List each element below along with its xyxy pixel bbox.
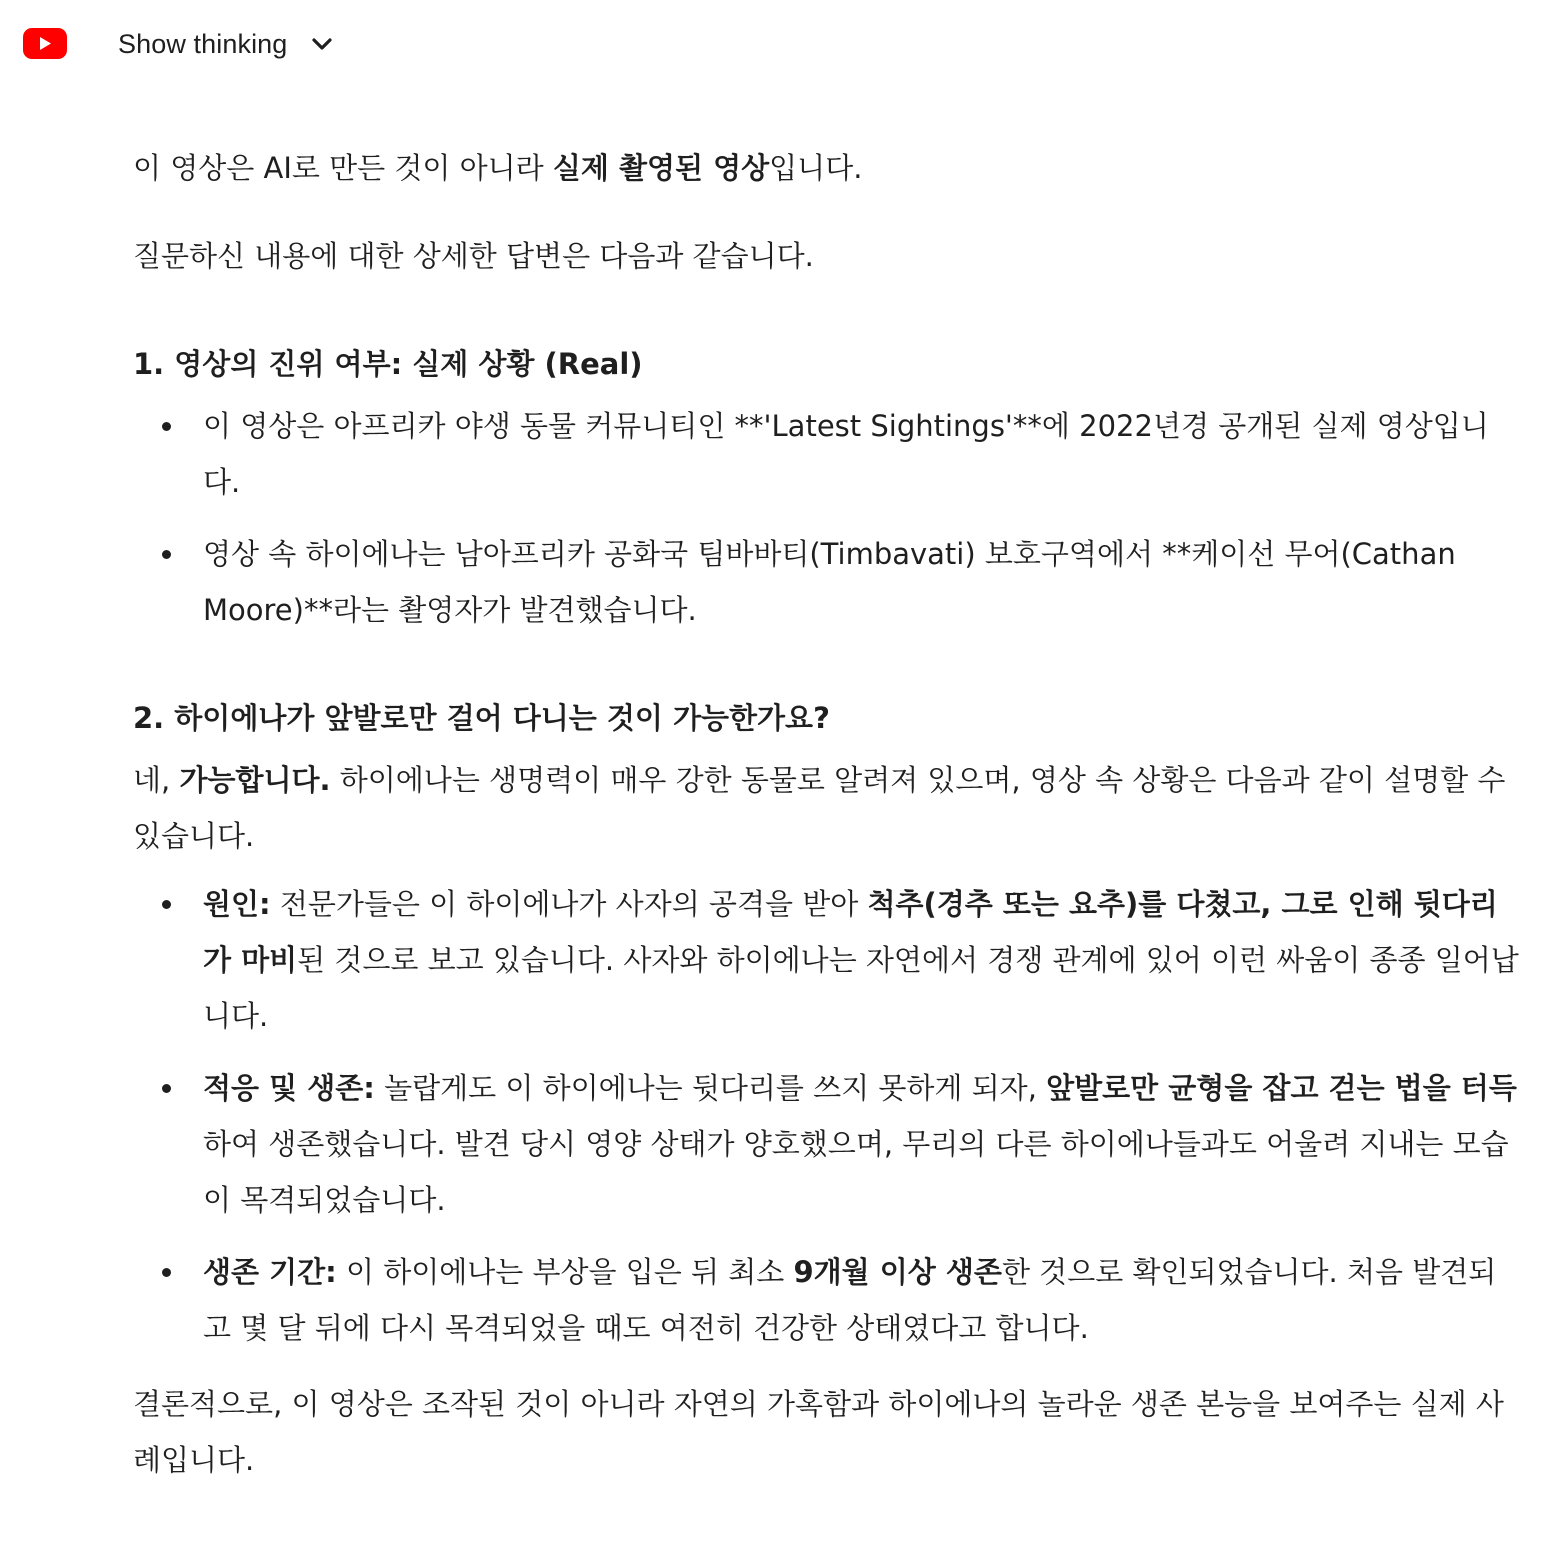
bullet-label: 원인: bbox=[203, 887, 271, 921]
list-item: 이 영상은 아프리카 야생 동물 커뮤니티인 **'Latest Sightings'**에 2022년경 공개된 실제 영상입니다. bbox=[133, 398, 1523, 510]
bullet-text: 전문가들은 이 하이에나가 사자의 공격을 받아 bbox=[270, 887, 868, 921]
list-item bbox=[133, 1244, 1523, 1356]
show-thinking-label: Show thinking bbox=[118, 28, 288, 59]
bullet-label: 적응 및 생존: bbox=[203, 1071, 375, 1105]
list-item bbox=[133, 876, 1523, 1044]
show-thinking-button[interactable] bbox=[104, 18, 349, 70]
bullet-text-end: 하여 생존했습니다. 발견 당시 영양 상태가 양호했으며, 무리의 다른 하이에나들과도 어울려 지내는 모습이 목격되었습니다. bbox=[203, 1127, 1509, 1217]
bullet-emphasis: 9개월 이상 생존 bbox=[793, 1255, 1002, 1289]
section1-list bbox=[133, 398, 1523, 638]
chevron-down-icon bbox=[309, 31, 335, 57]
conclusion-paragraph: 결론적으로, 이 영상은 조작된 것이 아니라 자연의 가혹함과 하이에나의 놀라운 생존 본능을 보여주는 실제 사례입니다. bbox=[133, 1387, 1504, 1477]
bullet-emphasis: 앞발로만 균형을 잡고 걷는 법을 터득 bbox=[1046, 1071, 1517, 1105]
section2-intro-emphasis: 가능합니다. bbox=[179, 763, 331, 797]
section2-intro bbox=[133, 752, 1523, 864]
response-body bbox=[133, 140, 1523, 1488]
bullet-text: 이 하이에나는 부상을 입은 뒤 최소 bbox=[336, 1255, 794, 1289]
list-item: 영상 속 하이에나는 남아프리카 공화국 팀바바티(Timbavati) 보호구역에서 **케이선 무어(Cathan Moore)**라는 촬영자가 발견했습니다. bbox=[133, 526, 1523, 638]
section1-heading: 1. 영상의 진위 여부: 실제 상황 (Real) bbox=[133, 347, 643, 381]
bullet-text-end: 된 것으로 보고 있습니다. 사자와 하이에나는 자연에서 경쟁 관계에 있어 이런 싸움이 종종 일어납니다. bbox=[203, 943, 1519, 1033]
response-header bbox=[0, 0, 1552, 90]
intro-text-end: 입니다. bbox=[769, 151, 863, 185]
bullet-text: 놀랍게도 이 하이에나는 뒷다리를 쓰지 못하게 되자, bbox=[374, 1071, 1047, 1105]
bullet-emphasis: 척추(경추 또는 요추)를 다쳤고, 그로 인해 뒷다리가 마비 bbox=[203, 887, 1498, 977]
intro-text: 이 영상은 AI로 만든 것이 아니라 bbox=[133, 151, 553, 185]
section2-intro-text: 네, bbox=[133, 763, 180, 797]
list-item bbox=[133, 1060, 1523, 1228]
section2-list bbox=[133, 876, 1523, 1356]
intro-emphasis: 실제 촬영된 영상 bbox=[552, 151, 770, 185]
youtube-logo-icon[interactable] bbox=[23, 28, 67, 59]
section2-heading: 2. 하이에나가 앞발로만 걸어 다니는 것이 가능한가요? bbox=[133, 701, 830, 735]
lead-paragraph: 질문하신 내용에 대한 상세한 답변은 다음과 같습니다. bbox=[133, 239, 814, 273]
section2-intro-text-end: 하이에나는 생명력이 매우 강한 동물로 알려져 있으며, 영상 속 상황은 다음과 같이 설명할 수 있습니다. bbox=[133, 763, 1506, 853]
bullet-label: 생존 기간: bbox=[203, 1255, 337, 1289]
bullet-text-end: 한 것으로 확인되었습니다. 처음 발견되고 몇 달 뒤에 다시 목격되었을 때도 여전히 건강한 상태였다고 합니다. bbox=[203, 1255, 1497, 1345]
intro-paragraph bbox=[133, 140, 1523, 196]
